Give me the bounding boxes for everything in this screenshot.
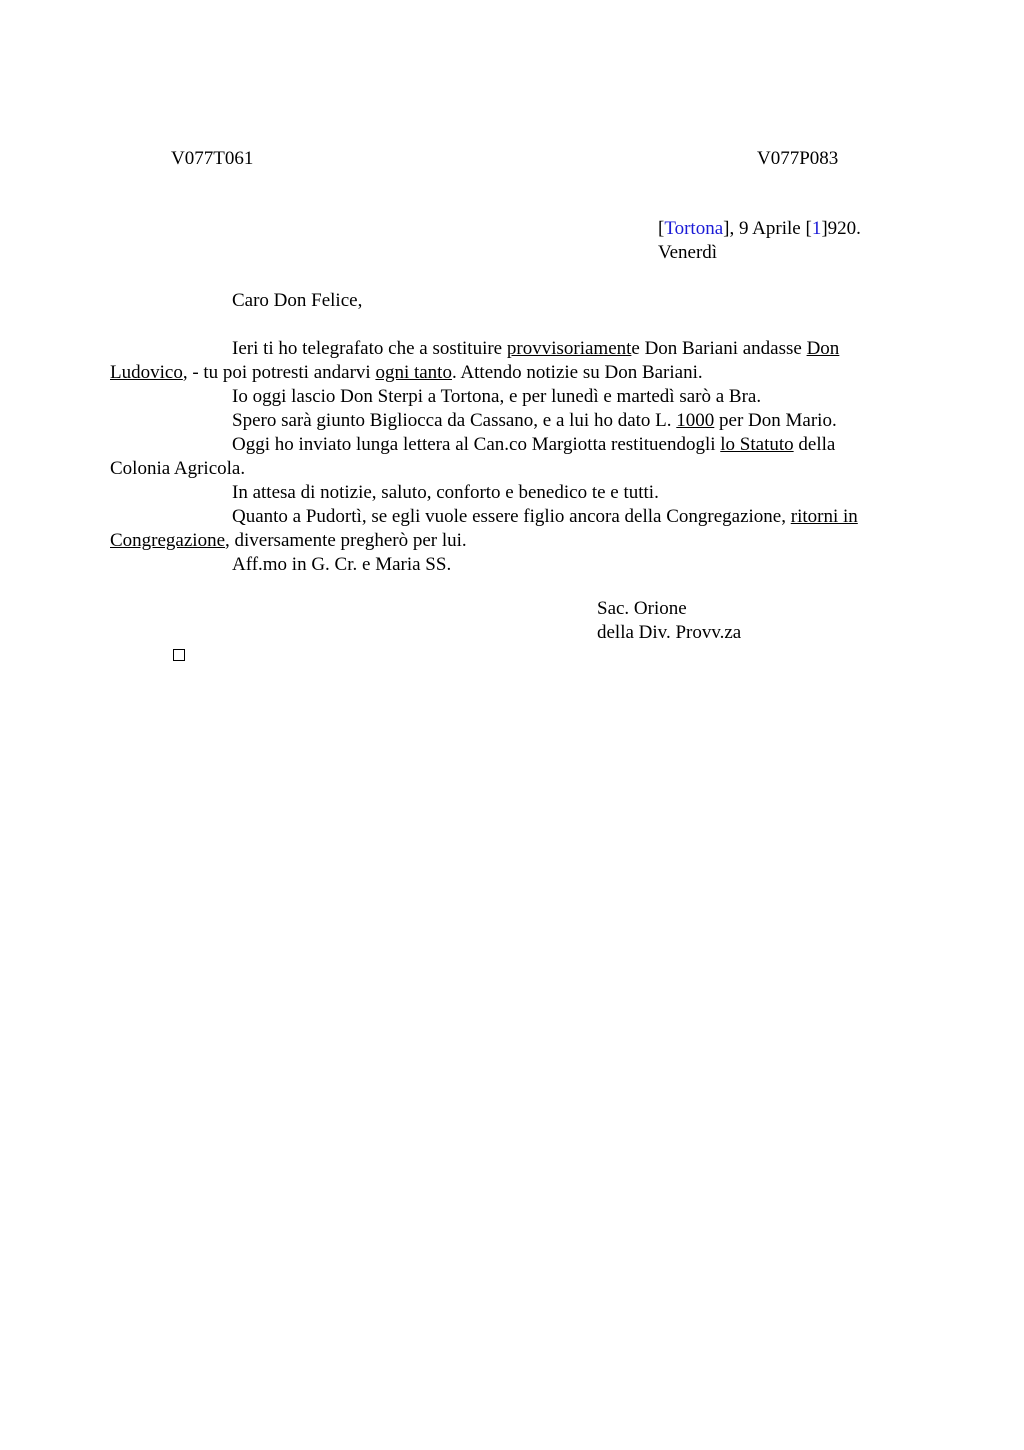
paragraph-1-text-d: . Attendo notizie su Don Bariani. xyxy=(451,362,703,383)
underlined-ludovico: Ludovico xyxy=(110,362,183,383)
date-year-digit: 1 xyxy=(811,218,822,239)
date-line xyxy=(658,217,861,241)
paragraph-3-text-a: Spero sarà giunto Bigliocca da Cassano, e a lui ho dato L. xyxy=(232,410,677,431)
underlined-ogni-tanto: ogni tanto xyxy=(375,362,452,383)
paragraph-6-text-b: , diversamente pregherò per lui. xyxy=(225,530,467,551)
signature-block xyxy=(597,597,741,645)
date-place: Tortona xyxy=(664,218,724,239)
bracket-open: [ xyxy=(658,218,665,239)
paragraph-1-text-c: , - tu poi potresti andarvi xyxy=(182,362,376,383)
date-block xyxy=(658,217,861,265)
date-day-month: ], 9 Aprile [ xyxy=(723,218,812,239)
date-weekday: Venerdì xyxy=(658,242,718,263)
paragraph-2: Io oggi lascio Don Sterpi a Tortona, e per lunedì e martedì sarò a Bra. xyxy=(232,386,762,407)
signature-line-1: Sac. Orione xyxy=(597,598,687,619)
paragraph-5: In attesa di notizie, saluto, conforto e benedico te e tutti. xyxy=(232,482,659,503)
underlined-don: Don xyxy=(806,338,840,359)
paragraph-6-text-a: Quanto a Pudortì, se egli vuole essere figlio ancora della Congregazione, xyxy=(232,506,791,527)
underlined-lo-statuto: lo Statuto xyxy=(720,434,794,455)
signature-line-2: della Div. Provv.za xyxy=(597,622,742,643)
paragraph-4 xyxy=(110,433,921,481)
salutation: Caro Don Felice, xyxy=(232,290,363,311)
paragraph-1-text-b: e Don Bariani andasse xyxy=(631,338,807,359)
underlined-congregazione: Congregazione xyxy=(110,530,226,551)
paragraph-1 xyxy=(110,337,921,385)
document-code-left: V077T061 xyxy=(171,148,254,169)
letter-body xyxy=(110,337,921,577)
paragraph-1-text-a: Ieri ti ho telegrafato che a sostituire xyxy=(232,338,507,359)
paragraph-3-text-b: per Don Mario. xyxy=(714,410,837,431)
date-year-rest: ]920. xyxy=(821,218,861,239)
paragraph-7: Aff.mo in G. Cr. e Maria SS. xyxy=(232,554,452,575)
document-code-right: V077P083 xyxy=(757,148,839,169)
underlined-provvisoriament: provvisoriament xyxy=(506,338,632,359)
paragraph-4-text-c: Colonia Agricola. xyxy=(110,458,246,479)
end-marker-square-icon xyxy=(173,649,185,661)
paragraph-3 xyxy=(171,409,921,433)
paragraph-4-text-a: Oggi ho inviato lunga lettera al Can.co Margiotta restituendogli xyxy=(232,434,721,455)
underlined-1000: 1000 xyxy=(676,410,715,431)
paragraph-4-text-b: della xyxy=(793,434,836,455)
paragraph-6 xyxy=(110,505,921,553)
underlined-ritorni-in: ritorni in xyxy=(790,506,858,527)
